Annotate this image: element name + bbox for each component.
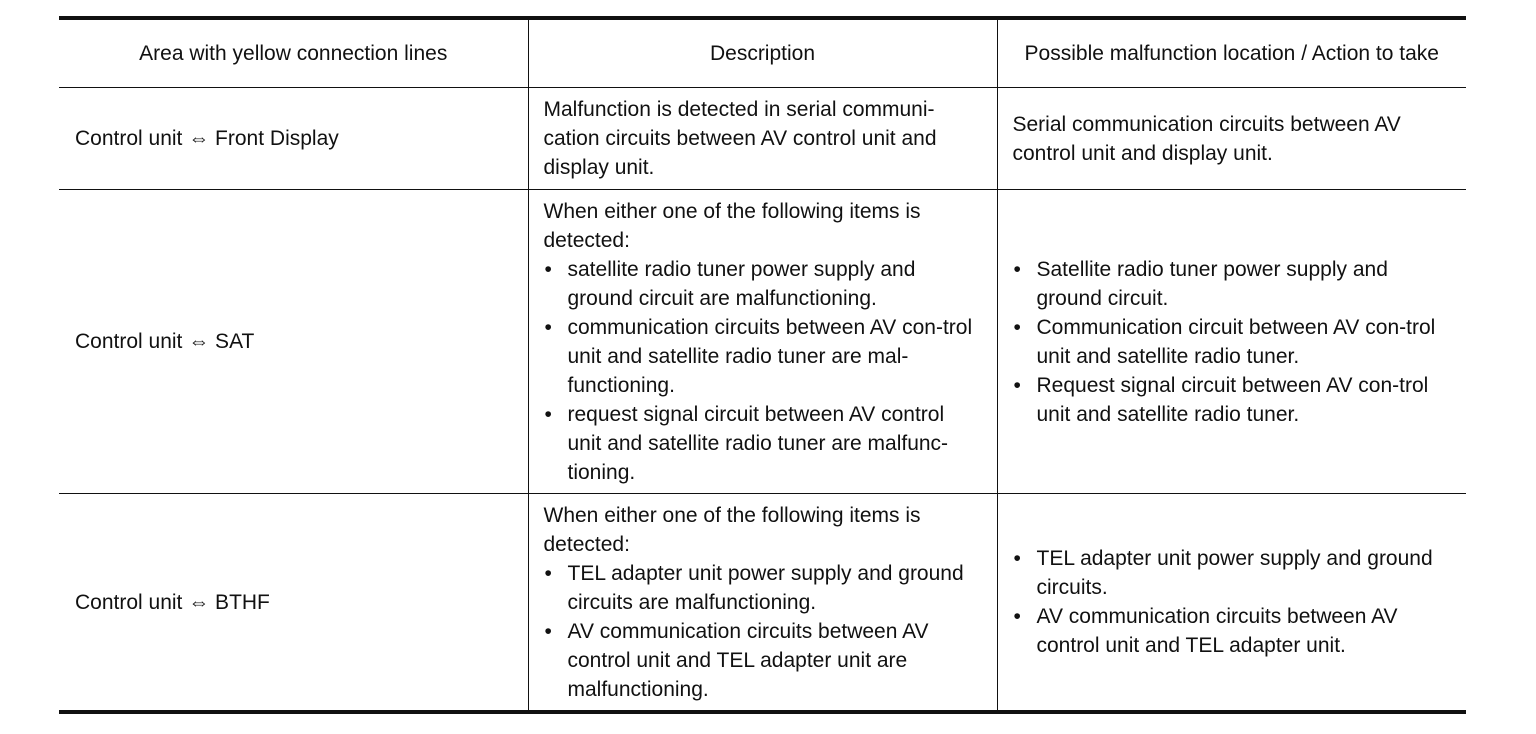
list-item [1013,313,1453,371]
action-list [1013,544,1453,660]
list-item [544,313,983,400]
bullet-icon: • [1013,315,1021,339]
bullet-icon: • [1013,257,1021,281]
header-area: Area with yellow connection lines [59,18,528,88]
header-action: Possible malfunction location / Action to take [997,18,1466,88]
list-item-text: TEL adapter unit power supply and ground circuits are malfunctioning. [567,561,964,614]
action-text: Serial communication circuits between AV control unit and display unit. [1012,112,1401,165]
list-item-text: Satellite radio tuner power supply and ground circuit. [1036,257,1388,310]
list-item [1013,602,1453,660]
description-list [544,559,983,704]
description-cell [528,88,997,190]
bullet-icon: • [544,257,552,281]
description-cell [528,494,997,713]
table-header-row [59,18,1466,88]
list-item-text: TEL adapter unit power supply and ground circuits. [1036,547,1433,599]
bullet-icon: • [1013,373,1021,397]
list-item-text: Request signal circuit between AV con-trol unit and satellite radio tuner. [1036,373,1429,426]
area-cell: Control unit ⇔ Front Display [59,88,528,190]
bullet-icon: • [1013,605,1021,628]
list-item [1013,371,1453,429]
list-item [544,255,983,313]
description-list [544,255,983,487]
description-cell [528,190,997,494]
list-item-text: AV communication circuits between AV control unit and TEL adapter unit are malfunctioning. [567,619,929,701]
table-row [59,190,1466,494]
area-cell: Control unit ⇔ BTHF [59,494,528,713]
bullet-icon: • [544,561,552,585]
header-description: Description [528,18,997,88]
list-item-text: request signal circuit between AV control unit and satellite radio tuner are malfunc-tioning. [567,402,949,484]
bullet-icon: • [544,619,552,643]
bullet-icon: • [544,315,552,339]
list-item-text: communication circuits between AV con-trol unit and satellite radio tuner are mal-functioning. [567,315,973,397]
bullet-icon: • [1013,547,1021,570]
list-item [1013,544,1453,602]
table-row [59,494,1466,713]
list-item-text: satellite radio tuner power supply and ground circuit are malfunctioning. [567,257,916,310]
list-item-text: Communication circuit between AV con-trol unit and satellite radio tuner. [1036,315,1436,368]
action-cell [997,494,1466,713]
bullet-icon: • [544,402,552,426]
table-row [59,88,1466,190]
list-item [544,400,983,487]
description-text: When either one of the following items is detected: [543,503,921,556]
description-text: Malfunction is detected in serial communi-cation circuits between AV control unit and display unit. [543,98,937,179]
list-item [544,559,983,617]
action-cell [997,88,1466,190]
action-cell [997,190,1466,494]
description-text: When either one of the following items is detected: [543,199,921,252]
list-item-text: AV communication circuits between AV control unit and TEL adapter unit. [1036,605,1398,657]
action-list [1013,255,1453,429]
area-cell: Control unit ⇔ SAT [59,190,528,494]
list-item [544,617,983,704]
malfunction-table [59,16,1466,714]
list-item [1013,255,1453,313]
